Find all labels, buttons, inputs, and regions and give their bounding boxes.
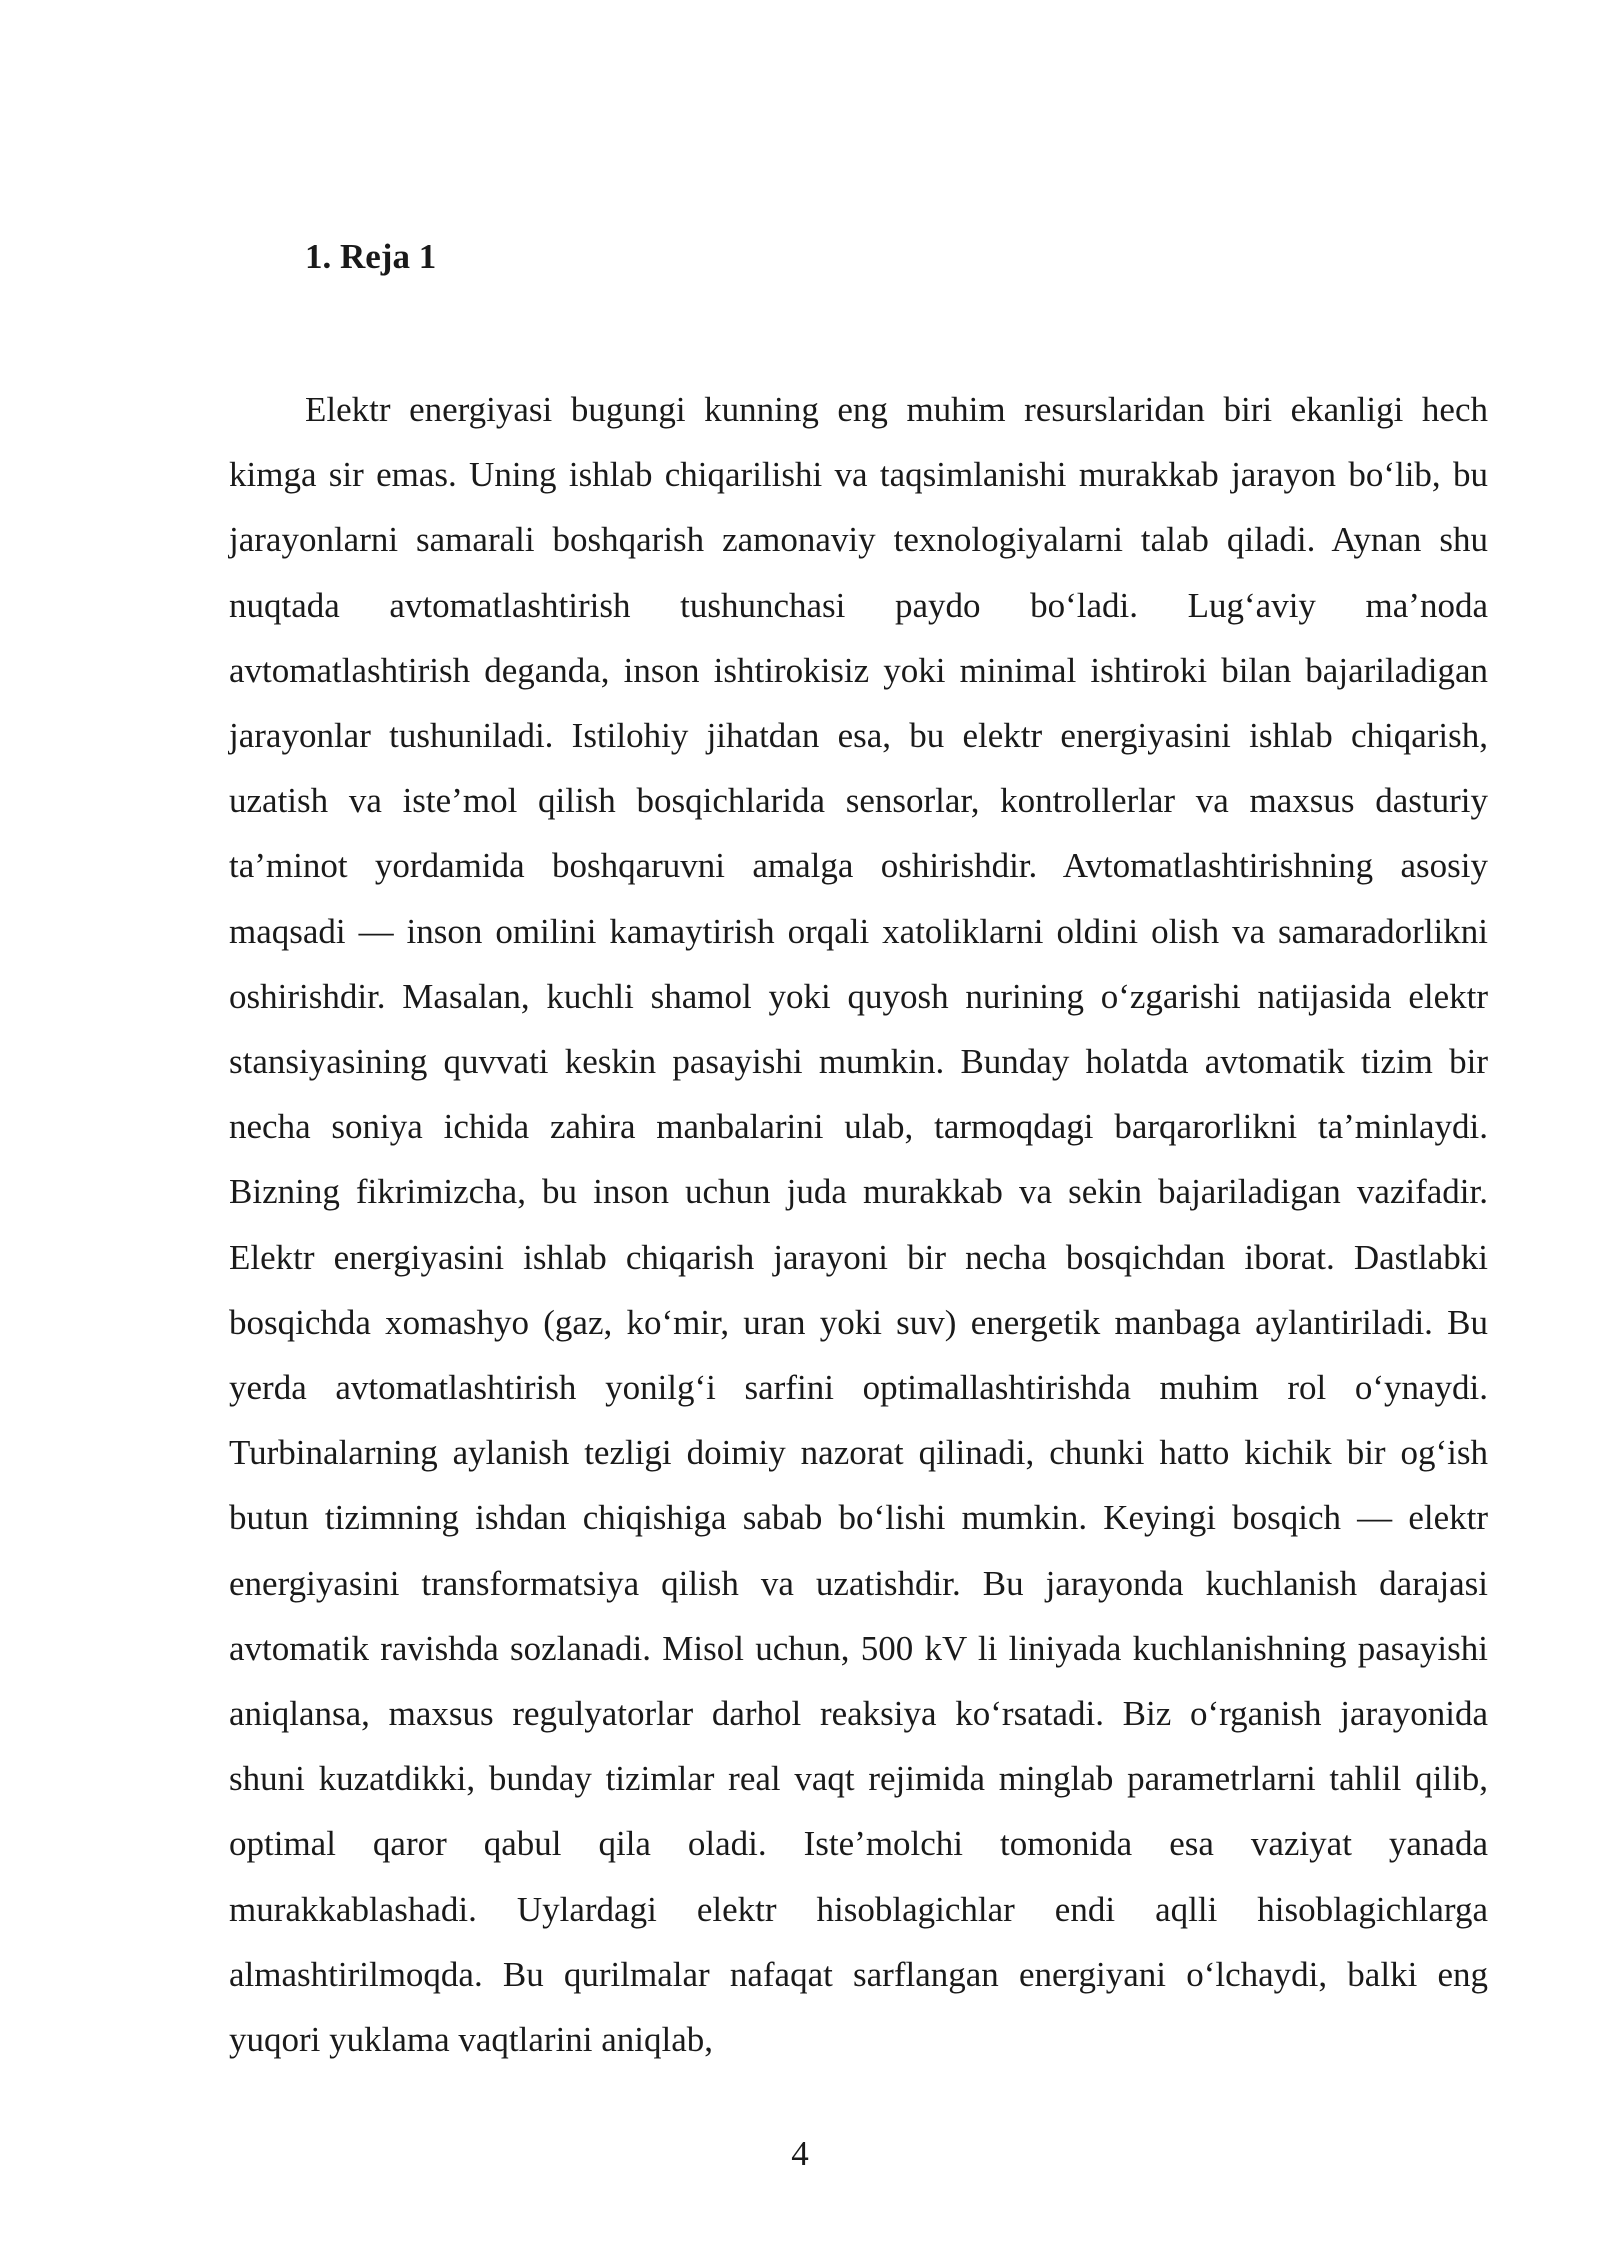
body-paragraph: Elektr energiyasi bugungi kunning eng muhim resurslaridan biri ekanligi hech kimga sir emas. Uning ishlab chiqarilishi va taqsimlanishi murakkab jarayon bo‘lib, bu jarayonlarni samarali boshqarish zamonaviy texnologiyalarni talab qiladi. Aynan shu nuqtada avtomatlashtirish tushunchasi paydo bo‘ladi. Lug‘aviy ma’noda avtomatlashtirish deganda, inson ishtirokisiz yoki minimal ishtiroki bilan bajariladigan jarayonlar tushuniladi. Istilohiy jihatdan esa, bu elektr energiyasini ishlab chiqarish, uzatish va iste’mol qilish bosqichlarida sensorlar, kontrollerlar va maxsus dasturiy ta’minot yordamida boshqaruvni amalga oshirishdir. Avtomatlashtirishning asosiy maqsadi — inson omilini kamaytirish orqali xatoliklarni oldini olish va samaradorlikni oshirishdir. Masalan, kuchli shamol yoki quyosh nurining o‘zgarishi natijasida elektr stansiyasining quvvati keskin pasayishi mumkin. Bunday holatda avtomatik tizim bir necha soniya ichida zahira manbalarini ulab, tarmoqdagi barqarorlikni ta’minlaydi. Bizning fikrimizcha, bu inson uchun juda murakkab va sekin bajariladigan vazifadir. Elektr energiyasini ishlab chiqarish jarayoni bir necha bosqichdan iborat. Dastlabki bosqichda xomashyo (gaz, ko‘mir, uran yoki suv) energetik manbaga aylantiriladi. Bu yerda avtomatlashtirish yonilg‘i sarfini optimallashtirishda muhim rol o‘ynaydi. Turbinalarning aylanish tezligi doimiy nazorat qilinadi, chunki hatto kichik bir og‘ish butun tizimning ishdan chiqishiga sabab bo‘lishi mumkin. Keyingi bosqich — elektr energiyasini transformatsiya qilish va uzatishdir. Bu jarayonda kuchlanish darajasi avtomatik ravishda sozlanadi. Misol uchun, 500 kV li liniyada kuchlanishning pasayishi aniqlansa, maxsus regulyatorlar darhol reaksiya ko‘rsatadi. Biz o‘rganish jarayonida shuni kuzatdikki, bunday tizimlar real vaqt rejimida minglab parametrlarni tahlil qilib, optimal qaror qabul qila oladi. Iste’molchi tomonida esa vaziyat yanada murakkablashadi. Uylardagi elektr hisoblagichlar endi aqlli hisoblagichlarga almashtirilmoqda. Bu qurilmalar nafaqat sarflangan energiyani o‘lchaydi, balki eng yuqori yuklama vaqtlarini aniqlab, [229, 390, 1488, 2060]
section-heading: 1. Reja 1 [305, 237, 437, 276]
page-number: 4 [791, 2134, 809, 2173]
